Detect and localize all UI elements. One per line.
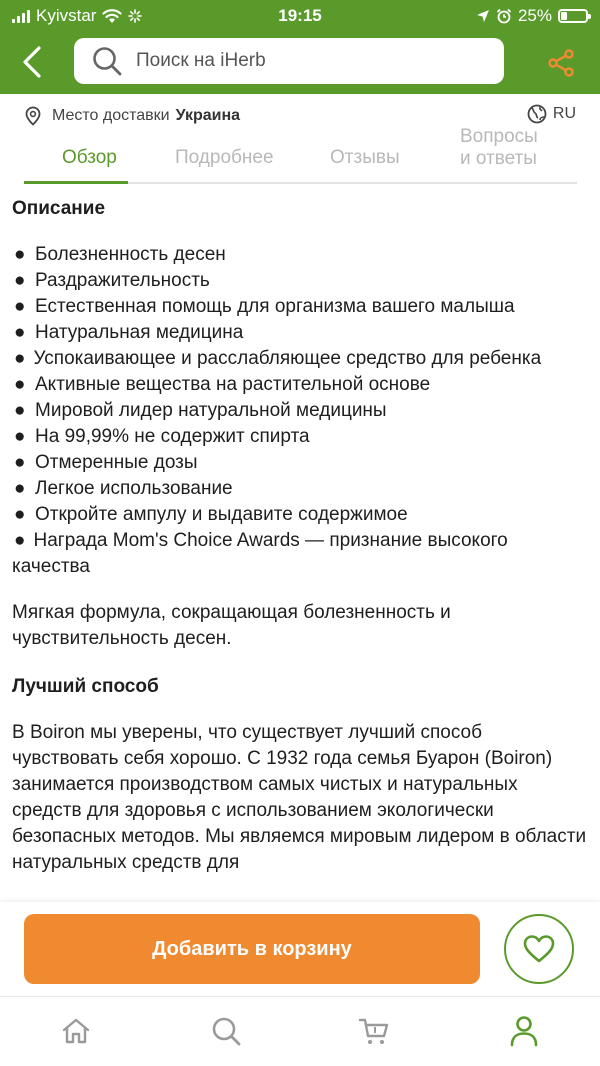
user-icon — [509, 1015, 539, 1047]
heart-icon — [523, 934, 555, 964]
bottom-action-bar — [0, 902, 600, 996]
tab-details[interactable]: Подробнее — [175, 147, 274, 168]
best-way-heading: Лучший способ — [12, 676, 159, 697]
list-item-text: Мировой лидер натуральной медицины — [35, 400, 387, 421]
bullet: ● — [14, 322, 26, 343]
status-time: 19:15 — [278, 6, 322, 25]
delivery-country: Украина — [175, 107, 241, 124]
nav-cart[interactable] — [354, 1013, 394, 1049]
language-code: RU — [552, 105, 576, 122]
top-app-bar — [0, 32, 600, 94]
list-item-text: Награда Mom's Choice Awards — признание высокого качества — [12, 530, 508, 577]
product-tabs — [24, 126, 577, 184]
list-item-text: Успокаивающее и расслабляющее средство для ребенка — [33, 348, 542, 369]
home-icon — [61, 1016, 91, 1046]
list-item-text: Отмеренные дозы — [35, 452, 198, 473]
bullet: ● — [14, 374, 26, 395]
bullet: ● — [14, 296, 26, 317]
battery-percent: 25% — [517, 6, 552, 25]
bullet: ● — [14, 478, 26, 499]
list-item — [12, 450, 590, 476]
cart-icon — [358, 1016, 390, 1046]
list-item — [12, 502, 590, 528]
tab-questions-line1: Вопросы — [460, 126, 538, 147]
list-item-text: Естественная помощь для организма вашего малыша — [35, 296, 515, 317]
list-item — [12, 320, 590, 346]
list-item-text: Активные вещества на растительной основе — [35, 374, 431, 395]
nav-search[interactable] — [206, 1013, 246, 1049]
search-box[interactable] — [74, 38, 504, 84]
tab-reviews[interactable]: Отзывы — [330, 147, 400, 168]
globe-icon — [527, 104, 547, 124]
nav-home[interactable] — [56, 1013, 96, 1049]
location-pin-icon — [24, 106, 42, 126]
bullet: ● — [14, 244, 26, 265]
add-to-cart-button[interactable]: Добавить в корзину — [24, 914, 480, 984]
battery-fill — [561, 12, 567, 20]
best-way-paragraph: В Boiron мы уверены, что существует лучший способ чувствовать себя хорошо. С 1932 года семья Буарон (Boiron) занимается производством самых чистых и натуральных средств для здоровья с использованием экологически безопасных методов. Мы являемся мировым лидером в области натуральных средств для — [12, 722, 587, 873]
list-item — [12, 372, 590, 398]
chevron-left-icon — [21, 46, 43, 78]
nav-account[interactable] — [504, 1013, 544, 1049]
description-paragraph: Мягкая формула, сокращающая болезненность и чувствительность десен. — [12, 602, 451, 649]
bullet: ● — [14, 504, 26, 525]
list-item — [12, 476, 590, 502]
language-selector[interactable] — [527, 104, 576, 124]
list-item-text: Раздражительность — [35, 270, 210, 291]
bullet: ● — [14, 452, 26, 473]
bottom-navigation — [0, 996, 600, 1066]
bullet: ● — [14, 400, 26, 421]
list-item — [12, 528, 590, 580]
location-arrow-icon — [476, 9, 490, 23]
description-heading: Описание — [12, 198, 106, 219]
status-bar — [0, 0, 600, 32]
alarm-icon — [496, 8, 512, 24]
bullet: ● — [14, 426, 26, 447]
list-item — [12, 294, 590, 320]
bullet: ● — [14, 270, 26, 291]
carrier-name: Kyivstar — [36, 6, 97, 25]
search-icon — [211, 1016, 241, 1046]
product-description — [12, 196, 590, 872]
list-item — [12, 346, 590, 372]
delivery-label: Место доставки — [52, 107, 170, 124]
share-button[interactable] — [544, 46, 578, 80]
description-list — [12, 242, 590, 580]
bullet: ● — [14, 530, 26, 551]
list-item-text: Откройте ампулу и выдавите содержимое — [35, 504, 408, 525]
battery-icon — [558, 9, 588, 23]
favorite-button[interactable] — [504, 914, 574, 984]
list-item — [12, 268, 590, 294]
tab-questions[interactable] — [460, 126, 538, 170]
list-item — [12, 242, 590, 268]
list-item-text: Натуральная медицина — [35, 322, 244, 343]
list-item — [12, 398, 590, 424]
list-item-text: Болезненность десен — [35, 244, 226, 265]
share-icon — [547, 49, 575, 77]
search-icon — [92, 46, 122, 76]
tab-questions-line2: и ответы — [460, 148, 537, 169]
tab-overview[interactable]: Обзор — [62, 147, 117, 168]
active-tab-indicator — [24, 181, 128, 184]
back-button[interactable] — [12, 40, 52, 84]
list-item-text: Легкое использование — [35, 478, 233, 499]
list-item — [12, 424, 590, 450]
status-right — [476, 6, 588, 26]
search-input[interactable] — [136, 50, 476, 72]
list-item-text: На 99,99% не содержит спирта — [35, 426, 310, 447]
bullet: ● — [14, 348, 26, 369]
